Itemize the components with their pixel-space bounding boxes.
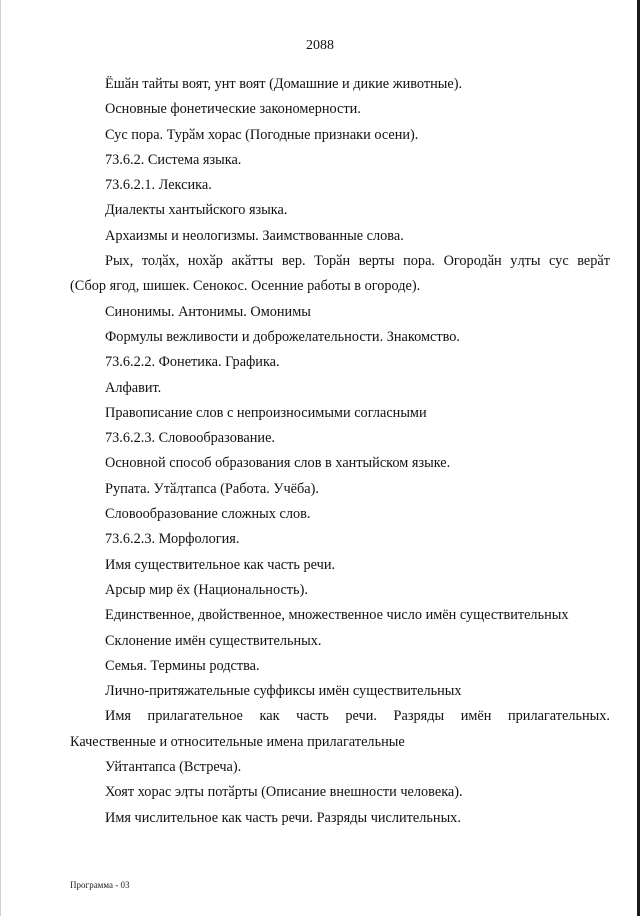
scan-left-edge: [0, 0, 1, 916]
text-line: Диалекты хантыйского языка.: [105, 202, 288, 219]
text-line: Рупата. Утӑӆтапса (Работа. Учёба).: [105, 480, 319, 497]
text-line-justified: Рых, тоӆӑх, нохӑр акӑтты вер. Торӑн верты пора. Огородӑн уӆты сус верӑт: [105, 253, 610, 270]
text-line: Уйтантапса (Встреча).: [105, 759, 242, 776]
text-line: Формулы вежливости и доброжелательности. Знакомство.: [105, 328, 460, 345]
document-body: [70, 72, 610, 831]
text-line: Правописание слов с непроизносимыми согласными: [105, 404, 427, 421]
text-line: Имя существительное как часть речи.: [105, 556, 336, 573]
text-line: Словообразование сложных слов.: [105, 506, 311, 523]
text-line: Архаизмы и неологизмы. Заимствованные слова.: [105, 227, 404, 244]
text-line: Единственное, двойственное, множественное число имён существительных: [105, 607, 569, 624]
text-line: Сус пора. Турӑм хорас (Погодные признаки осени).: [105, 126, 419, 143]
footer-program-label: Программа - 03: [70, 880, 130, 890]
text-line: Синонимы. Антонимы. Омонимы: [105, 303, 311, 320]
text-line-continuation: (Сбор ягод, шишек. Сенокос. Осенние работы в огороде).: [70, 278, 421, 295]
text-line: Арсыр мир ёх (Национальность).: [105, 581, 308, 598]
text-line: Основные фонетические закономерности.: [105, 101, 361, 118]
text-line-justified: Имя прилагательное как часть речи. Разряды имён прилагательных.: [105, 708, 610, 725]
section-heading: 73.6.2.2. Фонетика. Графика.: [105, 354, 280, 371]
text-line: Склонение имён существительных.: [105, 632, 322, 649]
section-heading: 73.6.2.3. Словообразование.: [105, 430, 275, 447]
section-heading: 73.6.2. Система языка.: [105, 151, 242, 168]
text-line: Основной способ образования слов в хантыйском языке.: [105, 455, 451, 472]
text-line: Ёшӑн тайты воят, унт воят (Домашние и дикие животные).: [105, 76, 463, 92]
text-line: Лично-притяжательные суффиксы имён существительных: [105, 683, 462, 700]
page-number: 2088: [306, 38, 334, 53]
text-line-continuation: Качественные и относительные имена прилагательные: [70, 733, 405, 750]
text-line: Семья. Термины родства.: [105, 657, 260, 674]
text-line: Хоят хорас эӆты потӑрты (Описание внешности человека).: [105, 784, 463, 801]
section-heading: 73.6.2.1. Лексика.: [105, 177, 212, 194]
section-heading: 73.6.2.3. Морфология.: [105, 531, 240, 548]
text-line: Алфавит.: [105, 379, 162, 396]
text-line: Имя числительное как часть речи. Разряды числительных.: [105, 809, 461, 826]
